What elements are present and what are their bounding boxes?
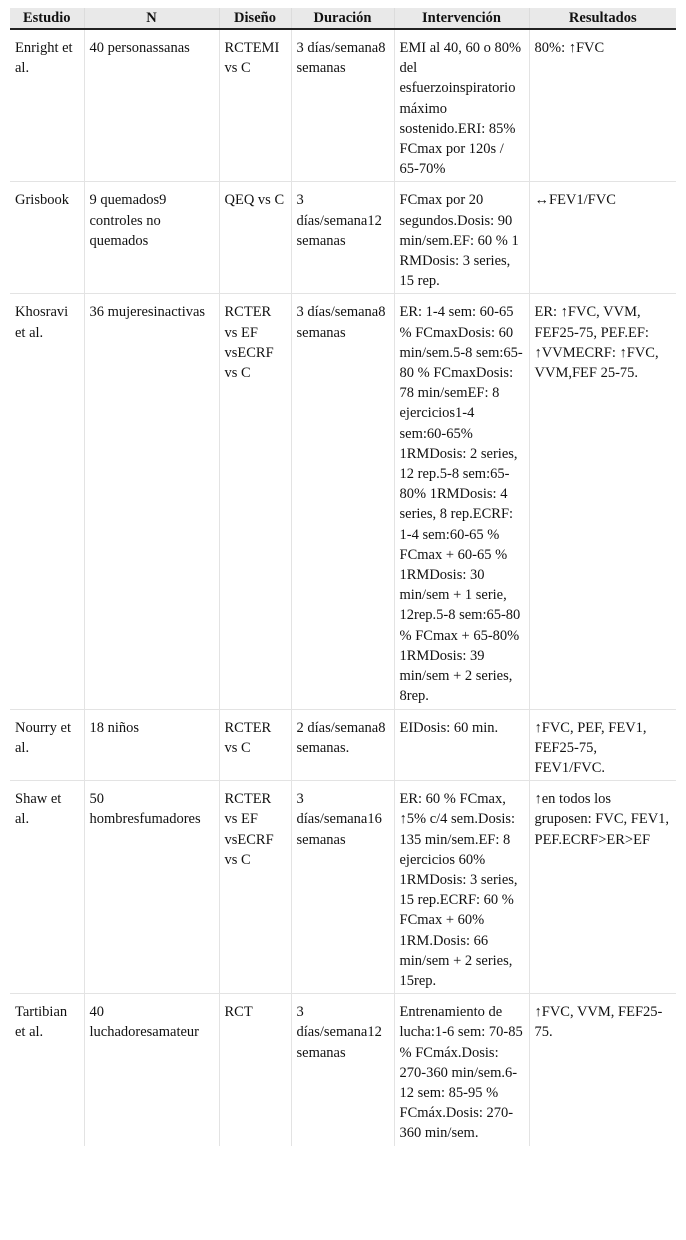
table-row bbox=[10, 994, 676, 1146]
cell-resultados: ↔FEV1/FVC bbox=[529, 182, 676, 294]
studies-table bbox=[10, 8, 676, 1146]
cell-estudio: Nourry et al. bbox=[10, 709, 84, 781]
cell-diseno: RCTER vs C bbox=[219, 709, 291, 781]
cell-n: 50 hombresfumadores bbox=[84, 781, 219, 994]
cell-duracion: 3 días/semana16 semanas bbox=[291, 781, 394, 994]
cell-n: 36 mujeresinactivas bbox=[84, 294, 219, 709]
cell-intervencion: ER: 60 % FCmax, ↑5% c/4 sem.Dosis: 135 min/sem.EF: 8 ejercicios 60% 1RMDosis: 3 series, 15 rep.ECRF: 60 % FCmax + 60% 1RM.Dosis: 66 min/sem + 2 series, 15rep. bbox=[394, 781, 529, 994]
cell-duracion: 3 días/semana8 semanas bbox=[291, 294, 394, 709]
table-row bbox=[10, 709, 676, 781]
header-row bbox=[10, 8, 676, 29]
cell-diseno: RCTER vs EF vsECRF vs C bbox=[219, 781, 291, 994]
cell-duracion: 3 días/semana12 semanas bbox=[291, 994, 394, 1146]
header-estudio: Estudio bbox=[10, 8, 84, 29]
header-diseno: Diseño bbox=[219, 8, 291, 29]
table-row bbox=[10, 781, 676, 994]
cell-resultados: ER: ↑FVC, VVM, FEF25-75, PEF.EF: ↑VVMECRF: ↑FVC, VVM,FEF 25-75. bbox=[529, 294, 676, 709]
cell-diseno: RCTER vs EF vsECRF vs C bbox=[219, 294, 291, 709]
cell-duracion: 3 días/semana8 semanas bbox=[291, 29, 394, 182]
cell-estudio: Tartibian et al. bbox=[10, 994, 84, 1146]
table-row bbox=[10, 29, 676, 182]
cell-resultados: 80%: ↑FVC bbox=[529, 29, 676, 182]
table-row bbox=[10, 294, 676, 709]
header-duracion: Duración bbox=[291, 8, 394, 29]
cell-n: 18 niños bbox=[84, 709, 219, 781]
header-resultados: Resultados bbox=[529, 8, 676, 29]
cell-resultados: ↑FVC, PEF, FEV1, FEF25-75, FEV1/FVC. bbox=[529, 709, 676, 781]
cell-estudio: Shaw et al. bbox=[10, 781, 84, 994]
cell-diseno: RCTEMI vs C bbox=[219, 29, 291, 182]
studies-table-container bbox=[10, 8, 676, 1146]
cell-intervencion: EMI al 40, 60 o 80% del esfuerzoinspiratorio máximo sostenido.ERI: 85% FCmax por 120s / 65-70% bbox=[394, 29, 529, 182]
cell-n: 40 personassanas bbox=[84, 29, 219, 182]
cell-duracion: 3 días/semana12 semanas bbox=[291, 182, 394, 294]
header-n: N bbox=[84, 8, 219, 29]
cell-intervencion: FCmax por 20 segundos.Dosis: 90 min/sem.EF: 60 % 1 RMDosis: 3 series, 15 rep. bbox=[394, 182, 529, 294]
cell-intervencion: EIDosis: 60 min. bbox=[394, 709, 529, 781]
cell-resultados: ↑en todos los gruposen: FVC, FEV1, PEF.ECRF>ER>EF bbox=[529, 781, 676, 994]
cell-intervencion: Entrenamiento de lucha:1-6 sem: 70-85 % FCmáx.Dosis: 270-360 min/sem.6-12 sem: 85-95 % FCmáx.Dosis: 270-360 min/sem. bbox=[394, 994, 529, 1146]
cell-n: 40 luchadoresamateur bbox=[84, 994, 219, 1146]
cell-intervencion: ER: 1-4 sem: 60-65 % FCmaxDosis: 60 min/sem.5-8 sem:65-80 % FCmaxDosis: 78 min/semEF: 8 ejercicios1-4 sem:60-65% 1RMDosis: 2 series, 12 rep.5-8 sem:65-80% 1RMDosis: 4 series, 8 rep.ECRF: 1-4 sem:60-65 % FCmax + 60-65 % 1RMDosis: 30 min/sem + 1 serie, 12rep.5-8 sem:65-80 % FCmax + 65-80% 1RMDosis: 39 min/sem + 2 series, 8rep. bbox=[394, 294, 529, 709]
header-intervencion: Intervención bbox=[394, 8, 529, 29]
cell-estudio: Enright et al. bbox=[15, 40, 73, 77]
cell-diseno: QEQ vs C bbox=[219, 182, 291, 294]
cell-estudio: Grisbook bbox=[10, 182, 84, 294]
cell-estudio: Khosravi et al. bbox=[10, 294, 84, 709]
cell-resultados: ↑FVC, VVM, FEF25-75. bbox=[529, 994, 676, 1146]
cell-n: 9 quemados9 controles no quemados bbox=[84, 182, 219, 294]
cell-diseno: RCT bbox=[219, 994, 291, 1146]
table-row bbox=[10, 182, 676, 294]
cell-duracion: 2 días/semana8 semanas. bbox=[291, 709, 394, 781]
